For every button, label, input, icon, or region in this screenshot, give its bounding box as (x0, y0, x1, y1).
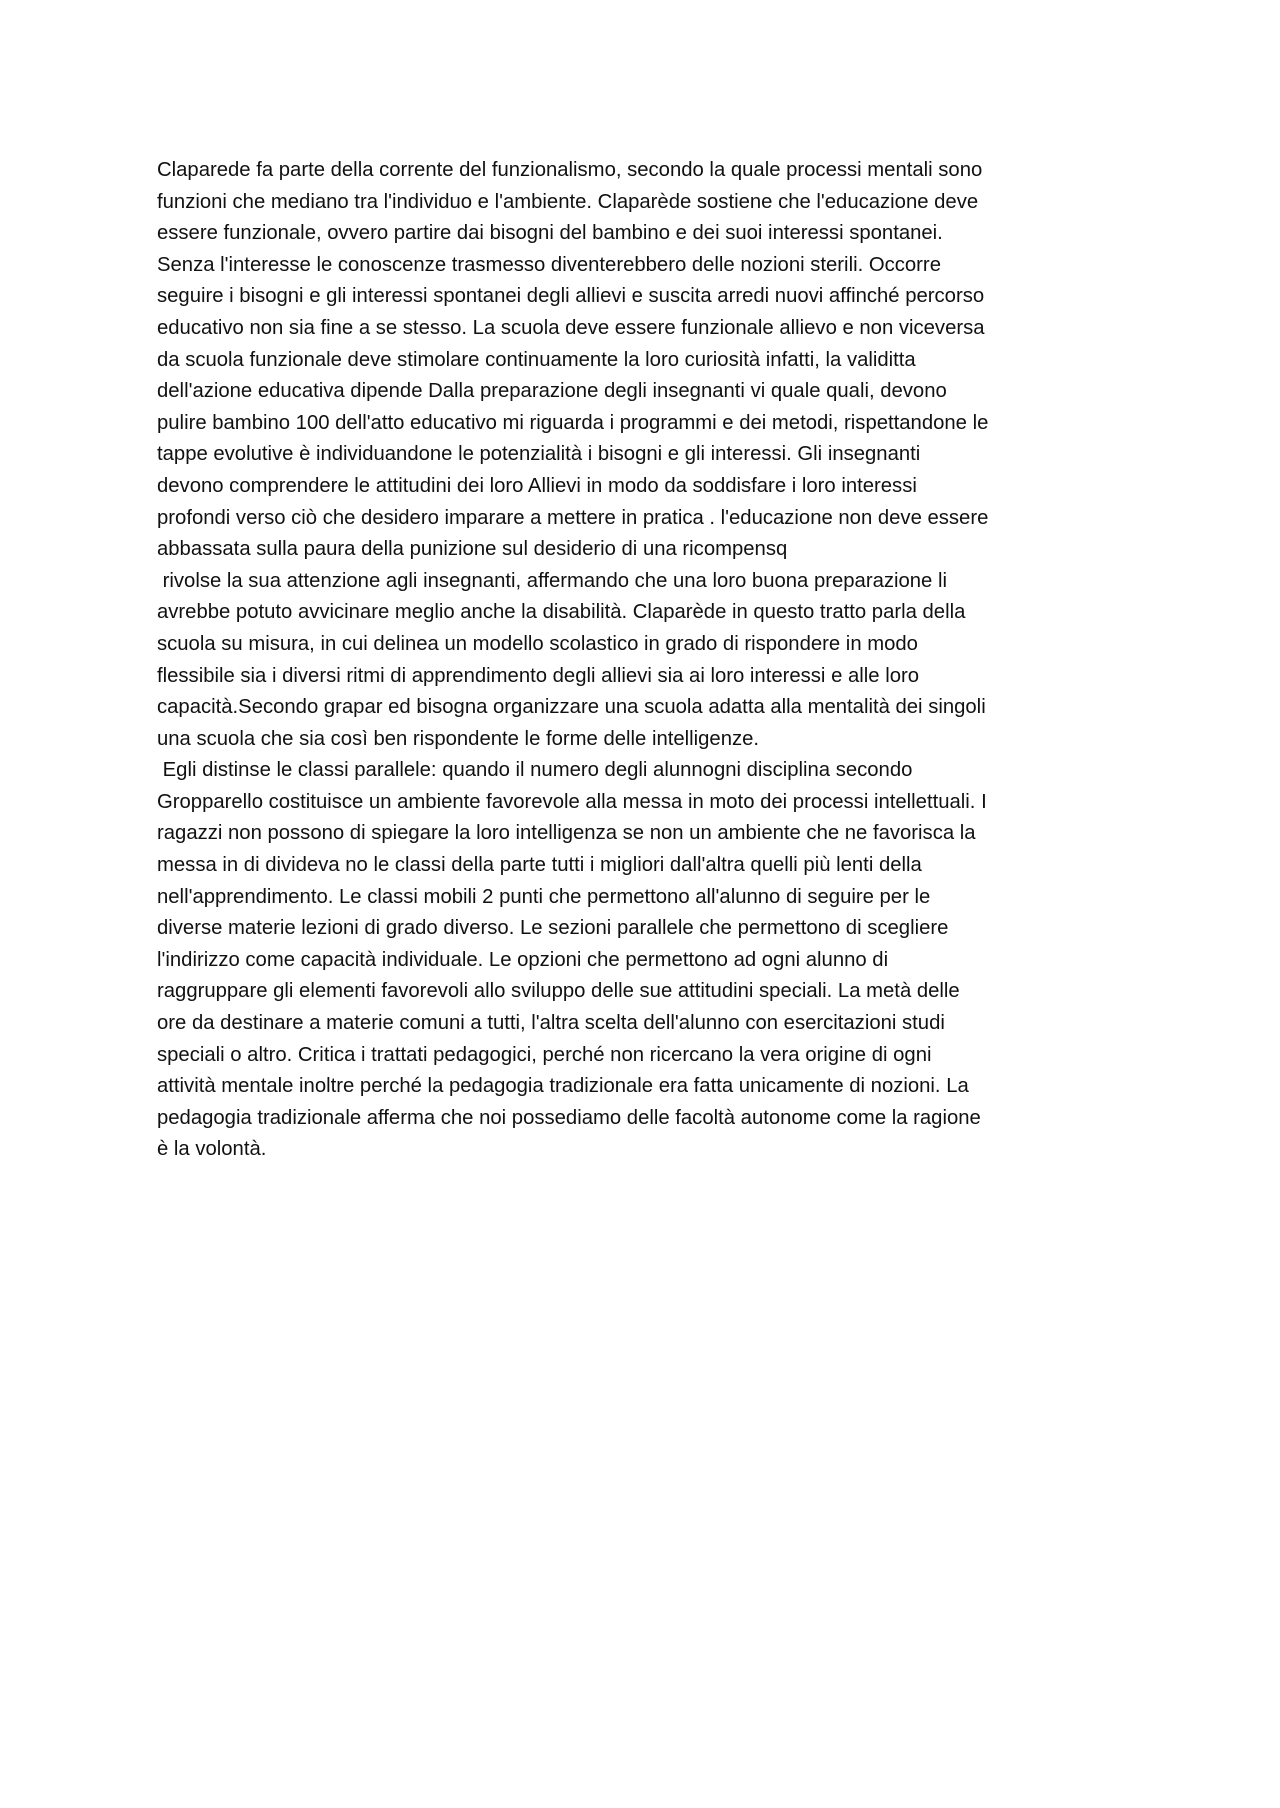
text-line: dell'azione educativa dipende Dalla preparazione degli insegnanti vi quale quali, devono (157, 380, 947, 403)
text-line: scuola su misura, in cui delinea un modello scolastico in grado di rispondere in modo (157, 632, 918, 655)
text-line: ragazzi non possono di spiegare la loro intelligenza se non un ambiente che ne favorisca la (157, 822, 976, 845)
text-line: Claparede fa parte della corrente del funzionalismo, secondo la quale processi mentali sono (157, 159, 983, 181)
text-line: Senza l'interesse le conoscenze trasmesso diventerebbero delle nozioni sterili. Occorre (157, 253, 941, 276)
text-line: attività mentale inoltre perché la pedagogia tradizionale era fatta unicamente di nozioni. La (157, 1075, 969, 1098)
document-body-text (157, 155, 1167, 1166)
text-line: speciali o altro. Critica i trattati pedagogici, perché non ricercano la vera origine di ogni (157, 1043, 932, 1066)
text-line: essere funzionale, ovvero partire dai bisogni del bambino e dei suoi interessi spontanei. (157, 222, 943, 245)
text-line: abbassata sulla paura della punizione sul desiderio di una ricompensq (157, 538, 788, 561)
text-line: l'indirizzo come capacità individuale. Le opzioni che permettono ad ogni alunno di (157, 948, 889, 971)
text-line: ore da destinare a materie comuni a tutti, l'altra scelta dell'alunno con esercitazioni studi (157, 1012, 945, 1035)
text-line: nell'apprendimento. Le classi mobili 2 punti che permettono all'alunno di seguire per le (157, 885, 931, 908)
text-line: seguire i bisogni e gli interessi spontanei degli allievi e suscita arredi nuovi affinché percorso (157, 285, 985, 308)
text-line: avrebbe potuto avvicinare meglio anche la disabilità. Claparède in questo tratto parla della (157, 601, 966, 624)
text-line: funzioni che mediano tra l'individuo e l'ambiente. Claparède sostiene che l'educazione deve (157, 190, 979, 213)
text-line: diverse materie lezioni di grado diverso. Le sezioni parallele che permettono di scegliere (157, 917, 949, 940)
text-line: raggruppare gli elementi favorevoli allo sviluppo delle sue attitudini speciali. La metà delle (157, 980, 960, 1003)
text-line: messa in di divideva no le classi della parte tutti i migliori dall'altra quelli più lenti della (157, 854, 922, 877)
text-line: tappe evolutive è individuandone le potenzialità i bisogni e gli interessi. Gli insegnanti (157, 443, 921, 466)
text-line: pulire bambino 100 dell'atto educativo mi riguarda i programmi e dei metodi, rispettandone le (157, 411, 989, 434)
text-line: capacità.Secondo grapar ed bisogna organizzare una scuola adatta alla mentalità dei singoli (157, 696, 986, 719)
text-line: educativo non sia fine a se stesso. La scuola deve essere funzionale allievo e non viceversa (157, 316, 985, 339)
text-line: una scuola che sia così ben rispondente le forme delle intelligenze. (157, 727, 760, 750)
text-line: è la volontà. (157, 1138, 267, 1161)
text-line: pedagogia tradizionale afferma che noi possediamo delle facoltà autonome come la ragione (157, 1106, 981, 1129)
text-line: profondi verso ciò che desidero imparare a mettere in pratica . l'educazione non deve essere (157, 506, 989, 529)
text-line: Egli distinse le classi parallele: quando il numero degli alunnogni disciplina secondo (157, 759, 913, 782)
text-line: devono comprendere le attitudini dei loro Allievi in modo da soddisfare i loro interessi (157, 474, 917, 497)
text-line: da scuola funzionale deve stimolare continuamente la loro curiosità infatti, la validitta (157, 348, 916, 371)
text-line: rivolse la sua attenzione agli insegnanti, affermando che una loro buona preparazione li (157, 569, 947, 592)
text-line: flessibile sia i diversi ritmi di apprendimento degli allievi sia ai loro interessi e alle loro (157, 664, 920, 687)
text-line: Gropparello costituisce un ambiente favorevole alla messa in moto dei processi intellettuali. I (157, 790, 987, 813)
